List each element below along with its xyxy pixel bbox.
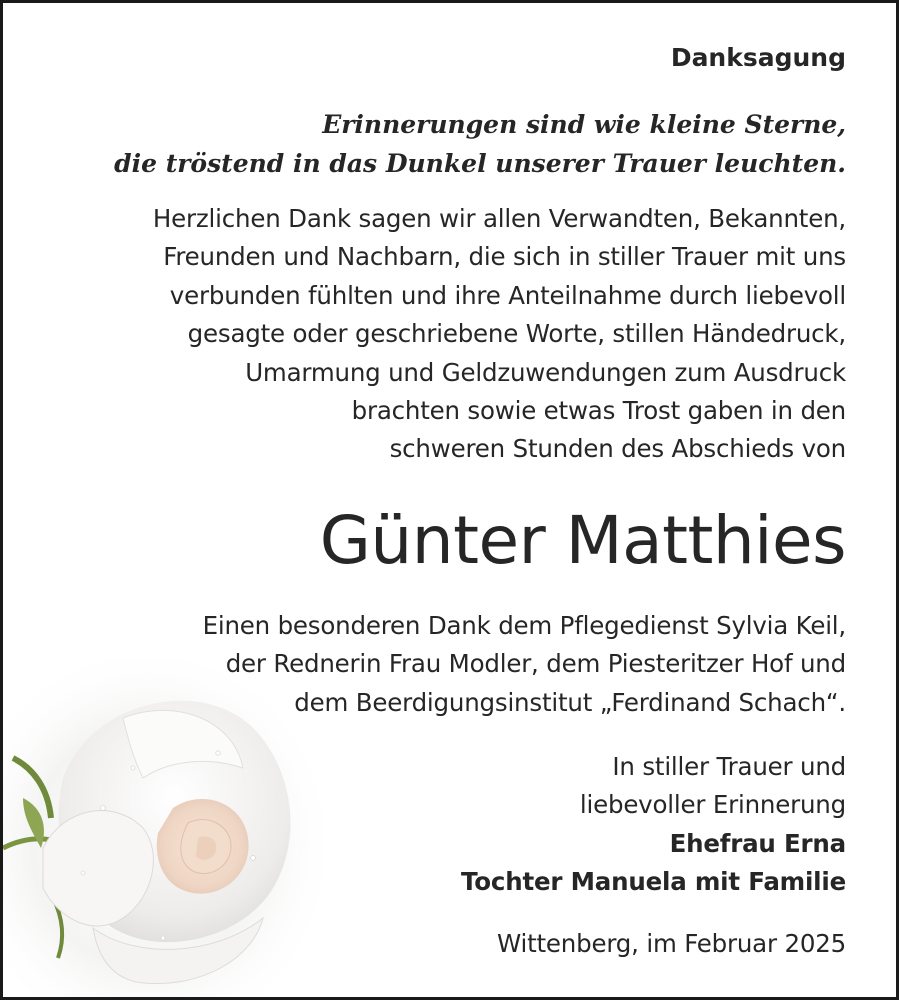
- special-thanks-paragraph: [203, 607, 846, 722]
- notice-heading: Danksagung: [670, 43, 846, 72]
- closing-line: In stiller Trauer und: [612, 752, 846, 781]
- closing-line: liebevoller Erinnerung: [579, 790, 846, 820]
- place-date: Wittenberg, im Februar 2025: [497, 929, 846, 958]
- memorial-quote: [114, 105, 846, 183]
- mourner-name: Tochter Manuela mit Familie: [460, 867, 846, 897]
- paragraph-line: brachten sowie etwas Trost gaben in den: [351, 396, 846, 426]
- paragraph-line: Herzlichen Dank sagen wir allen Verwandten, Bekannten,: [152, 204, 846, 233]
- deceased-name: Günter Matthies: [319, 502, 846, 579]
- paragraph-line: Umarmung und Geldzuwendungen zum Ausdruck: [245, 357, 846, 387]
- paragraph-line: gesagte oder geschriebene Worte, stillen Händedruck,: [187, 319, 846, 349]
- quote-line: Erinnerungen sind wie kleine Sterne,: [322, 110, 846, 139]
- paragraph-line: Einen besonderen Dank dem Pflegedienst Sylvia Keil,: [202, 611, 846, 640]
- paragraph-line: Freunden und Nachbarn, die sich in stiller Trauer mit uns: [163, 242, 846, 272]
- mourner-name: Ehefrau Erna: [669, 828, 846, 858]
- paragraph-line: der Rednerin Frau Modler, dem Piesteritzer Hof und: [225, 649, 846, 679]
- thanks-paragraph: [153, 200, 846, 469]
- paragraph-line: dem Beerdigungsinstitut „Ferdinand Schach“.: [294, 687, 846, 717]
- paragraph-line: schweren Stunden des Abschieds von: [389, 434, 846, 464]
- closing-block: [461, 748, 846, 902]
- paragraph-line: verbunden fühlten und ihre Anteilnahme durch liebevoll: [169, 280, 846, 310]
- quote-line: die tröstend in das Dunkel unserer Trauer leuchten.: [114, 149, 846, 178]
